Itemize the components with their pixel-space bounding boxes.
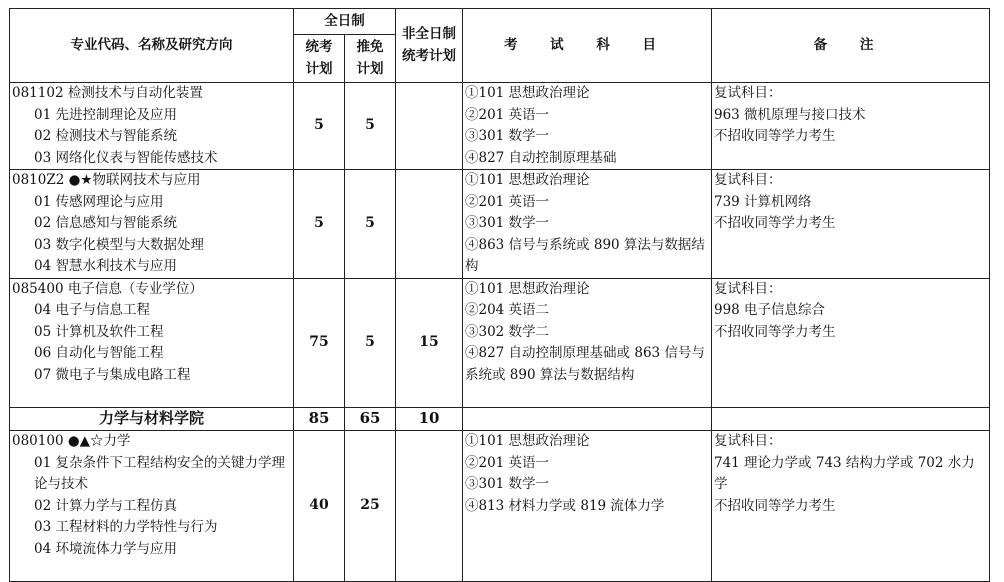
remarks-cell: [712, 83, 990, 170]
admissions-table-wrapper: [9, 8, 989, 582]
direction: 07 微电子与集成电路工程: [34, 366, 191, 383]
part-time-value: [396, 431, 463, 582]
direction: 03 数字化模型与大数据处理: [34, 236, 204, 253]
direction: 02 信息感知与智能系统: [34, 215, 177, 231]
remark: 不招收同等学力考生: [714, 497, 836, 514]
table-row: [10, 278, 990, 408]
college-exam-total: 85: [294, 408, 345, 431]
subject: ①101 思想政治理论: [465, 172, 590, 188]
major-code-name: 085400 电子信息（专业学位）: [12, 280, 203, 297]
direction: 04 电子与信息工程: [34, 302, 150, 318]
exempt-plan-value: 5: [345, 83, 396, 170]
remark: 复试科目：: [714, 280, 782, 297]
remark: 复试科目：: [714, 172, 782, 188]
part-time-value: 15: [396, 278, 463, 408]
direction: 04 环境流体力学与应用: [34, 540, 177, 557]
remark: 963 微机原理与接口技术: [714, 106, 866, 123]
remark: 741 理论力学或 743 结构力学或 702 水力学: [714, 454, 975, 492]
remark: 复试科目：: [714, 433, 782, 449]
remark: 不招收同等学力考生: [714, 215, 836, 231]
subjects-cell: [463, 170, 712, 279]
subject: ④863 信号与系统或 890 算法与数据结构: [465, 236, 705, 274]
remarks-cell: [712, 431, 990, 582]
subject: ②201 英语一: [465, 454, 550, 471]
major-cell: [10, 431, 294, 582]
direction: 05 计算机及软件工程: [34, 323, 164, 340]
header-remarks: 备 注: [712, 9, 990, 83]
remark: 739 计算机网络: [714, 193, 812, 210]
major-code-name: 081102 检测技术与自动化装置: [12, 85, 203, 101]
part-time-value: [396, 170, 463, 279]
direction: 01 传感网理论与应用: [34, 193, 164, 210]
direction: 03 网络化仪表与智能传感技术: [34, 149, 218, 166]
subject: ①101 思想政治理论: [465, 280, 590, 297]
subjects-cell: [463, 278, 712, 408]
direction: 04 智慧水利技术与应用: [34, 258, 177, 274]
exempt-plan-value: 5: [345, 278, 396, 408]
major-code-name: 0810Z2 ●★物联网技术与应用: [12, 172, 201, 188]
remarks-cell: [712, 278, 990, 408]
major-code-name: 080100 ●▲☆力学: [12, 433, 131, 449]
direction: 02 计算力学与工程仿真: [34, 497, 177, 514]
subject: ③301 数学一: [465, 476, 550, 492]
exam-plan-value: 5: [294, 170, 345, 279]
header-major: 专业代码、名称及研究方向: [10, 9, 294, 83]
remark: 不招收同等学力考生: [714, 323, 836, 340]
header-exempt-plan: 推免 计划: [345, 35, 396, 83]
subject: ③301 数学一: [465, 215, 550, 231]
subject: ②201 英语一: [465, 193, 550, 210]
table-row: [10, 431, 990, 582]
exam-plan-value: 5: [294, 83, 345, 170]
subject: ④827 自动控制原理基础: [465, 149, 617, 166]
header-exam-plan: 统考 计划: [294, 35, 345, 83]
header-part-time: 非全日制 统考计划: [396, 9, 463, 83]
college-subjects-empty: [463, 408, 712, 431]
remarks-cell: [712, 170, 990, 279]
exam-plan-value: 40: [294, 431, 345, 582]
major-cell: [10, 278, 294, 408]
college-remarks-empty: [712, 408, 990, 431]
subject: ④813 材料力学或 819 流体力学: [465, 497, 665, 514]
subject: ②201 英语一: [465, 106, 550, 123]
part-time-value: [396, 83, 463, 170]
header-full-time: 全日制: [294, 9, 396, 35]
direction: 01 复杂条件下工程结构安全的关键力学理论与技术: [34, 454, 285, 492]
college-exempt-total: 65: [345, 408, 396, 431]
table-row: [10, 83, 990, 170]
exam-plan-value: 75: [294, 278, 345, 408]
direction: 02 检测技术与智能系统: [34, 128, 177, 144]
exempt-plan-value: 25: [345, 431, 396, 582]
table-row: [10, 170, 990, 279]
college-part-time-total: 10: [396, 408, 463, 431]
subject: ①101 思想政治理论: [465, 433, 590, 449]
college-name: 力学与材料学院: [10, 408, 294, 431]
subject: ③301 数学一: [465, 128, 550, 144]
remark: 998 电子信息综合: [714, 302, 826, 318]
subject: ①101 思想政治理论: [465, 85, 590, 101]
remark: 复试科目：: [714, 85, 782, 101]
major-cell: [10, 83, 294, 170]
subject: ③302 数学二: [465, 323, 550, 340]
subject: ④827 自动控制原理基础或 863 信号与系统或 890 算法与数据结构: [465, 345, 705, 383]
subject: ②204 英语二: [465, 302, 550, 318]
subjects-cell: [463, 431, 712, 582]
major-cell: [10, 170, 294, 279]
direction: 03 工程材料的力学特性与行为: [34, 519, 218, 535]
remark: 不招收同等学力考生: [714, 128, 836, 144]
header-subjects: 考 试 科 目: [463, 9, 712, 83]
admissions-table: [9, 8, 990, 582]
exempt-plan-value: 5: [345, 170, 396, 279]
direction: 01 先进控制理论及应用: [34, 106, 177, 123]
college-summary-row: [10, 408, 990, 431]
subjects-cell: [463, 83, 712, 170]
direction: 06 自动化与智能工程: [34, 345, 164, 361]
